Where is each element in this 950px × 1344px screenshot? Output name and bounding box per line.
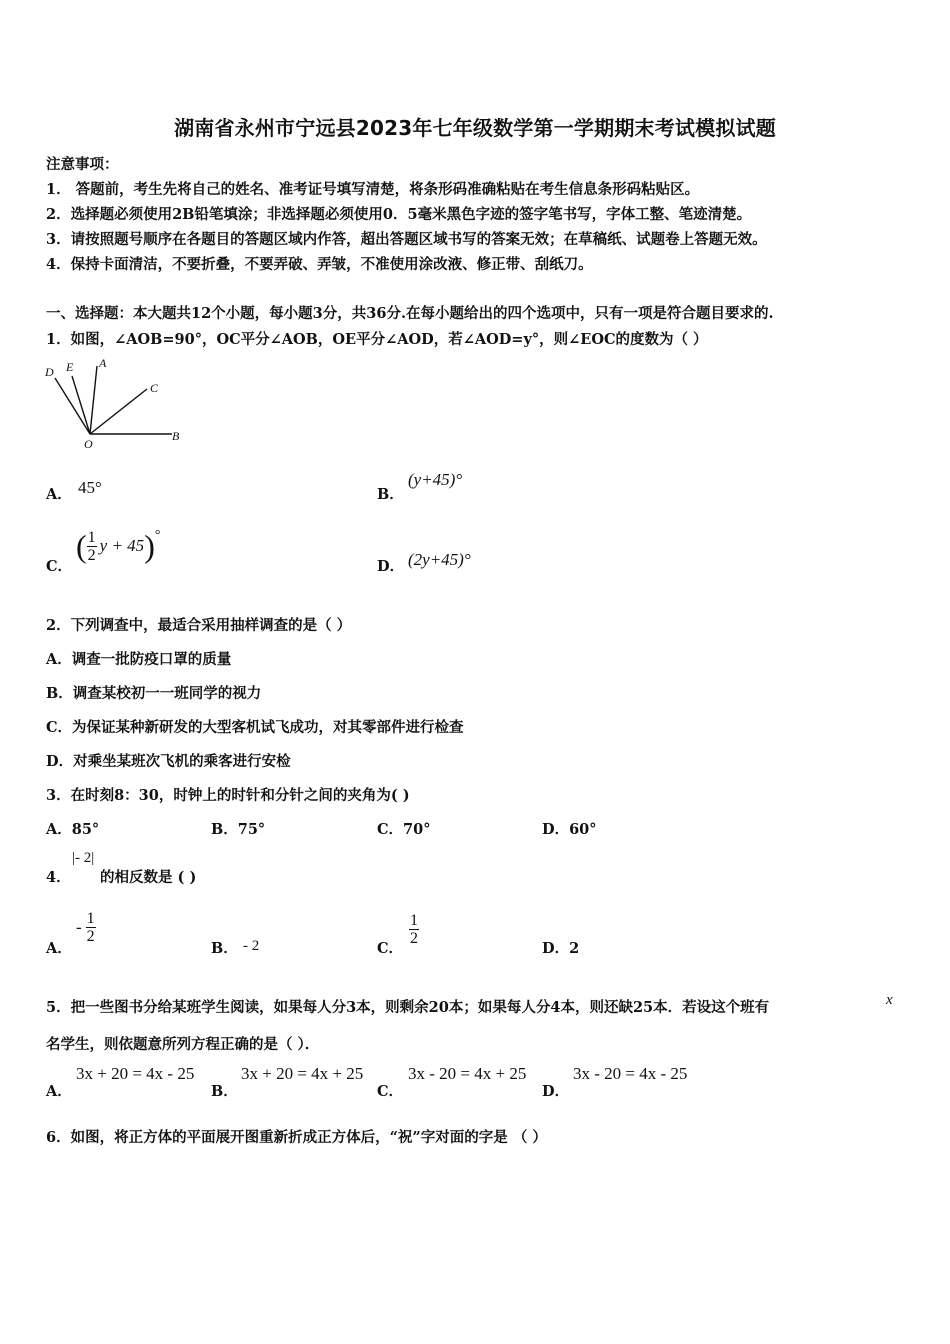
- ray-od: [55, 378, 90, 434]
- q5-option-a[interactable]: [46, 1080, 72, 1101]
- q1-option-b[interactable]: [377, 483, 404, 504]
- q4-abs-value: |- 2|: [72, 850, 95, 866]
- option-label: B．: [377, 486, 404, 503]
- fraction: $\frac{1}{2}$: [86, 910, 95, 945]
- q1-option-d[interactable]: [377, 555, 404, 576]
- option-label: C．: [377, 1083, 404, 1100]
- q4-option-b-value: - 2: [243, 938, 260, 954]
- q3-option[interactable]: C．70°: [377, 821, 431, 838]
- q1-stem: 1．如图，∠AOB=90°，OC平分∠AOB，OE平分∠AOD，若∠AOD=y°，则∠EOC的度数为（ ）: [46, 331, 708, 348]
- notice-item: 3．请按照题号顺序在各题目的答题区域内作答，超出答题区域书写的答案无效；在草稿纸、试题卷上答题无效。: [46, 231, 767, 248]
- ray-oe: [72, 376, 90, 434]
- q4-number: 4．: [46, 869, 71, 886]
- q4-option-a[interactable]: [46, 937, 72, 958]
- label-o: O: [84, 437, 93, 451]
- ray-oc: [90, 389, 147, 434]
- q1-option-a-value: 45°: [78, 478, 102, 497]
- q5-option-d-value: 3x - 20 = 4x - 25: [573, 1064, 688, 1083]
- option-label: D．: [542, 1083, 570, 1100]
- angle-figure: [42, 356, 192, 451]
- label-a: A: [99, 356, 107, 370]
- q4-option-d[interactable]: D．2: [542, 940, 580, 957]
- q5-stem-line1: 5．把一些图书分给某班学生阅读，如果每人分3本，则剩余20本；如果每人分4本，则还缺25本．若设这个班有: [46, 999, 770, 1016]
- option-label: B．: [211, 940, 238, 957]
- q3-stem: 3．在时刻8：30，时钟上的时针和分针之间的夹角为( ): [46, 787, 410, 804]
- q5-option-c[interactable]: [377, 1080, 403, 1101]
- q1-option-a[interactable]: [46, 483, 72, 504]
- q3-option[interactable]: B．75°: [211, 821, 266, 838]
- notice-heading: 注意事项：: [46, 156, 119, 173]
- q2-option[interactable]: D．对乘坐某班次飞机的乘客进行安检: [46, 753, 291, 770]
- q1-option-b-value: (y+45)°: [408, 470, 463, 489]
- option-label: C．: [377, 940, 404, 957]
- option-label: C．: [46, 558, 73, 575]
- label-b: B: [172, 429, 180, 443]
- q4-option-a-value: - $\frac{1}{2}$: [76, 910, 95, 945]
- fraction: $\frac{1}{2}$: [87, 529, 96, 564]
- q1-option-c[interactable]: [46, 555, 72, 576]
- notice-item: 1． 答题前，考生先将自己的姓名、准考证号填写清楚，将条形码准确粘贴在考生信息条形码粘贴区。: [46, 181, 700, 198]
- q4-option-c-value: [409, 912, 419, 947]
- q3-option[interactable]: D．60°: [542, 821, 597, 838]
- q5-option-b[interactable]: [211, 1080, 238, 1101]
- q2-option[interactable]: B．调查某校初一一班同学的视力: [46, 685, 262, 702]
- option-label: D．: [377, 558, 405, 575]
- q5-option-c-value: 3x - 20 = 4x + 25: [408, 1064, 527, 1083]
- q5-option-d[interactable]: [542, 1080, 569, 1101]
- option-label: A．: [46, 1083, 72, 1100]
- q2-stem: 2．下列调查中，最适合采用抽样调查的是（ ）: [46, 617, 352, 634]
- q2-option[interactable]: C．为保证某种新研发的大型客机试飞成功，对其零部件进行检查: [46, 719, 464, 736]
- option-label: A．: [46, 940, 72, 957]
- label-c: C: [150, 381, 159, 395]
- ray-oa: [90, 366, 97, 434]
- option-label: B．: [211, 1083, 238, 1100]
- q3-option[interactable]: A．85°: [46, 821, 100, 838]
- q5-stem-line2: 名学生，则依题意所列方程正确的是（ ）．: [46, 1036, 320, 1053]
- page-title: 湖南省永州市宁远县2023年七年级数学第一学期期末考试模拟试题: [174, 116, 776, 140]
- q4-option-b[interactable]: [211, 937, 238, 958]
- q4-option-c[interactable]: [377, 937, 403, 958]
- section-heading: 一、选择题：本大题共12个小题，每小题3分，共36分.在每小题给出的四个选项中，只有一项是符合题目要求的.: [46, 305, 774, 322]
- option-label: A．: [46, 486, 72, 503]
- fraction: $\frac{1}{2}$: [410, 912, 418, 947]
- q4-stem: 的相反数是 ( ): [100, 869, 197, 886]
- q1-option-d-value: (2y+45)°: [408, 550, 471, 569]
- q5-option-a-value: 3x + 20 = 4x - 25: [76, 1064, 195, 1083]
- notice-item: 4．保持卡面清洁，不要折叠，不要弄破、弄皱，不准使用涂改液、修正带、刮纸刀。: [46, 256, 593, 273]
- q5-variable: x: [886, 992, 893, 1008]
- notice-item: 2．选择题必须使用2B铅笔填涂；非选择题必须使用0．5毫米黑色字迹的签字笔书写，字体工整、笔迹清楚。: [46, 206, 752, 223]
- label-e: E: [66, 360, 74, 374]
- q2-option[interactable]: A．调查一批防疫口罩的质量: [46, 651, 232, 668]
- q6-stem: 6．如图，将正方体的平面展开图重新折成正方体后，“祝”字对面的字是 （ ）: [46, 1129, 547, 1146]
- q1-option-c-value: ( $\frac{1}{2}$ y + 45)°: [76, 528, 161, 564]
- q5-option-b-value: 3x + 20 = 4x + 25: [241, 1064, 364, 1083]
- label-d: D: [45, 365, 54, 379]
